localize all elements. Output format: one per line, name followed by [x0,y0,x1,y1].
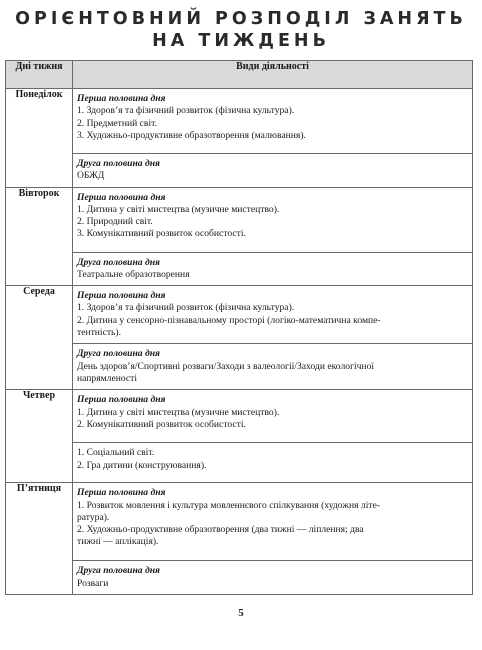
first-half-cell [73,89,473,154]
table-row [6,252,473,286]
page-title [0,8,482,52]
day-cell: Понеділок [6,89,73,188]
activity-line: День здоров’я/Спортивні розваги/Заходи з валеології/Заходи екологічної [77,360,375,372]
first-half-label: Перша половина дня [77,394,166,406]
table-row [6,187,473,252]
activity-line: 2. Природний світ. [77,216,153,228]
activity-line: ратура). [77,511,110,523]
activity-line: 1. Соціальний світ. [77,447,155,459]
table-row [6,154,473,188]
activity-line: 1. Дитина у світі мистецтва (музичне мистецтво). [77,203,280,215]
second-half-cell [73,561,473,595]
header-days: Дні тижня [6,61,73,89]
activity-line: 1. Дитина у світі мистецтва (музичне мистецтво). [77,406,280,418]
first-half-label: Перша половина дня [77,93,166,104]
page-number: 5 [238,607,244,619]
first-half-label: Перша половина дня [77,487,166,499]
first-half-label: Перша половина дня [77,290,166,302]
table-row [6,483,473,561]
first-half-cell [73,483,473,561]
activity-line: 2. Дитина у сенсорно-пізнавальному просторі (логіко-математична компе- [77,314,381,326]
second-half-label: Друга половина дня [77,256,161,268]
activity-line: Театральне образотворення [77,268,190,280]
table-row [6,286,473,344]
first-half-cell [73,390,473,443]
table-row [6,443,473,483]
table-header-row [6,61,473,89]
second-half-label: Друга половина дня [77,348,161,360]
day-cell: Четвер [6,390,73,483]
activity-line: напрямленості [77,372,138,384]
page-title-line-1: ОРІЄНТОВНИЙ РОЗПОДІЛ ЗАНЯТЬ [15,9,467,29]
second-half-label: Друга половина дня [77,158,161,169]
first-half-cell [73,187,473,252]
activity-line: 2. Гра дитини (конструювання). [77,459,207,471]
activity-line: тентність). [77,327,121,339]
activity-line: 1. Здоров’я та фізичний розвиток (фізична культура). [77,105,295,117]
table-row [6,390,473,443]
table-body [6,89,473,595]
activity-line: тижні — аплікація). [77,536,159,548]
page-title-line-2: НА ТИЖДЕНЬ [152,31,330,51]
first-half-cell [73,286,473,344]
activity-line: 1. Розвиток мовлення і культура мовленнєвого спілкування (художня літе- [77,499,381,511]
table-row [6,89,473,154]
activity-line: ОБЖД [77,170,105,182]
second-half-label: Друга половина дня [77,565,161,577]
second-half-cell [73,252,473,286]
activity-line: 2. Художньо-продуктивне образотворення (два тижні — ліплення; два [77,524,364,536]
activity-line: 3. Художньо-продуктивне образотворення (малювання). [77,129,306,141]
activity-line: 3. Комунікативний розвиток особистості. [77,228,246,240]
activity-line: 2. Комунікативний розвиток особистості. [77,418,246,430]
activity-line: 1. Здоров’я та фізичний розвиток (фізична культура). [77,302,295,314]
table-row [6,561,473,595]
header-activities: Види діяльності [73,61,473,89]
first-half-label: Перша половина дня [77,191,166,203]
second-half-cell [73,443,473,483]
second-half-cell [73,344,473,390]
activity-line: Розваги [77,577,109,589]
activity-line: 2. Предметний світ. [77,117,157,129]
weekly-schedule-table [5,60,473,595]
second-half-cell [73,154,473,188]
day-cell: Середа [6,286,73,390]
day-cell: П’ятниця [6,483,73,595]
day-cell: Вівторок [6,187,73,286]
table-row [6,344,473,390]
